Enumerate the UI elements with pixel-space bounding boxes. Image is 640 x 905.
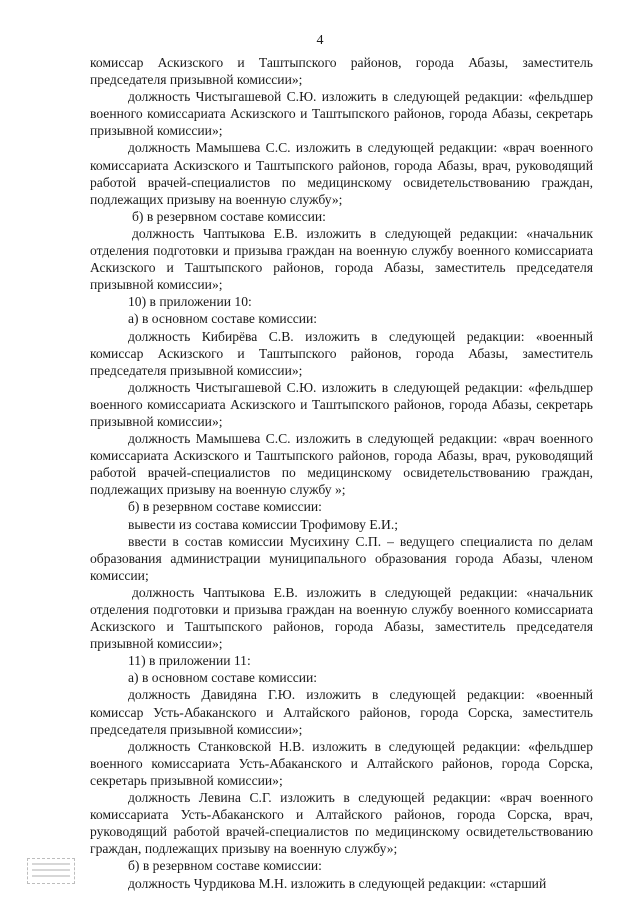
paragraph: должность Чаптыкова Е.В. изложить в следующей редакции: «начальник отделения подготовки и призыва граждан на военную службу военного комиссариата Аскизского и Таштыпского районов, города Абазы, заместитель председателя призывной комиссии»; [90, 584, 593, 652]
paragraph: ввести в состав комиссии Мусихину С.П. – ведущего специалиста по делам образования администрации муниципального образования города Абазы, членом комиссии; [90, 533, 593, 583]
paragraph: должность Чурдикова М.Н. изложить в следующей редакции: «старший [128, 875, 547, 891]
paragraph: б) в резервном составе комиссии: [132, 208, 326, 224]
paragraph: а) в основном составе комиссии: [128, 311, 318, 327]
paragraph: должность Чаптыкова Е.В. изложить в следующей редакции: «начальник отделения подготовки и призыва граждан на военную службу военного комиссариата Аскизского и Таштыпского районов, города Абазы, заместитель председателя призывной комиссии»; [90, 225, 593, 293]
paragraph: должность Давидяна Г.Ю. изложить в следующей редакции: «военный комиссар Усть-Абаканского и Алтайского районов, города Сорска, заместитель председателя призывной комиссии»; [90, 687, 593, 737]
paragraph: комиссар Аскизского и Таштыпского районов, города Абазы, заместитель председателя призывной комиссии»; [90, 55, 593, 88]
list-heading: 11) в приложении 11: [128, 653, 251, 669]
list-heading: 10) в приложении 10: [128, 294, 252, 310]
paragraph: вывести из состава комиссии Трофимову Е.И.; [128, 516, 399, 532]
page-number: 4 [316, 33, 324, 48]
paragraph: должность Чистыгашевой С.Ю. изложить в следующей редакции: «фельдшер военного комиссариата Аскизского и Таштыпского районов, города Абазы, секретарь призывной комиссии»; [90, 89, 593, 139]
scan-stamp [27, 858, 75, 884]
document-body [90, 54, 593, 892]
paragraph: должность Кибирёва С.В. изложить в следующей редакции: «военный комиссар Аскизского и Таштыпского районов, города Абазы, заместитель председателя призывной комиссии»; [90, 328, 593, 378]
paragraph: б) в резервном составе комиссии: [128, 499, 322, 515]
paragraph: должность Мамышева С.С. изложить в следующей редакции: «врач военного комиссариата Аскизского и Таштыпского районов, города Абазы, врач, руководящий работой врачей-специалистов по медицинскому освидетельствованию граждан, подлежащих призыву на военную службу »; [90, 431, 593, 498]
paragraph: должность Левина С.Г. изложить в следующей редакции: «врач военного комиссариата Усть-Абаканского и Алтайского районов, города Сорска, врач, руководящий работой врачей-специалистов по медицинскому освидетельствованию граждан, подлежащих призыву на военную службу»; [90, 790, 593, 857]
paragraph: б) в резервном составе комиссии: [128, 858, 322, 874]
paragraph: должность Мамышева С.С. изложить в следующей редакции: «врач военного комиссариата Аскизского и Таштыпского районов, города Абазы, врач, руководящий работой врачей-специалистов по медицинскому освидетельствованию граждан, подлежащих призыву на военную службу»; [90, 140, 593, 207]
paragraph: должность Станковской Н.В. изложить в следующей редакции: «фельдшер военного комиссариата Усть-Абаканского и Алтайского районов, города Сорска, секретарь призывной комиссии»; [90, 738, 593, 788]
paragraph: а) в основном составе комиссии: [128, 670, 318, 686]
paragraph: должность Чистыгашевой С.Ю. изложить в следующей редакции: «фельдшер военного комиссариата Аскизского и Таштыпского районов, города Абазы, секретарь призывной комиссии»; [90, 379, 593, 429]
